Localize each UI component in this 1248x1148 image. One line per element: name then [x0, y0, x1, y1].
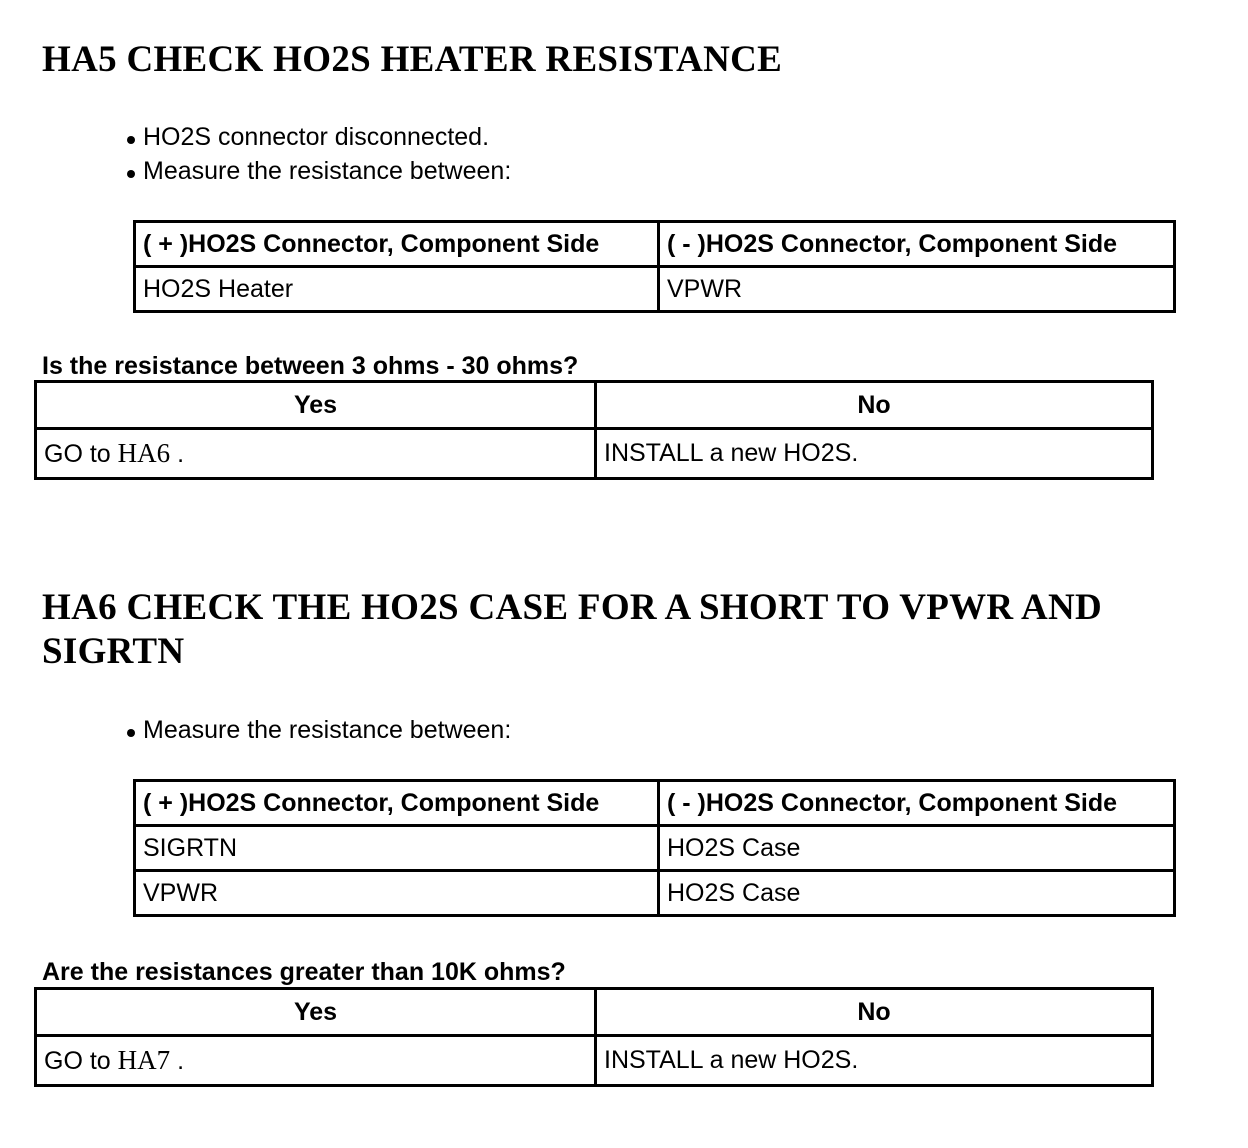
yes-action-prefix: GO to: [44, 1047, 118, 1075]
yes-action: [36, 1036, 596, 1086]
list-item: Measure the resistance between:: [124, 713, 511, 747]
yes-header: Yes: [36, 989, 596, 1036]
no-action: INSTALL a new HO2S.: [596, 429, 1153, 479]
table-cell: SIGRTN: [135, 826, 659, 871]
ha6-result-table: [34, 987, 1154, 1087]
no-header: No: [596, 989, 1153, 1036]
list-item: HO2S connector disconnected.: [124, 120, 511, 154]
table-cell: VPWR: [659, 267, 1175, 312]
column-header: ( - )HO2S Connector, Component Side: [659, 222, 1175, 267]
ha6-bullet-list: [124, 713, 511, 747]
table-header-row: [135, 222, 1175, 267]
table-cell: HO2S Heater: [135, 267, 659, 312]
ha6-connector-table: [133, 779, 1176, 917]
ha6-title-line2: SIGRTN: [42, 631, 185, 672]
table-row: [36, 1036, 1153, 1086]
ha5-result-table: [34, 380, 1154, 480]
ha5-bullet-list: [124, 120, 511, 188]
column-header: ( - )HO2S Connector, Component Side: [659, 781, 1175, 826]
table-row: [135, 826, 1175, 871]
yes-action-prefix: GO to: [44, 440, 118, 468]
list-item: Measure the resistance between:: [124, 154, 511, 188]
goto-step-link[interactable]: HA7: [117, 1045, 171, 1075]
ha6-title-line1: HA6 CHECK THE HO2S CASE FOR A SHORT TO VPWR AND: [42, 587, 1102, 628]
no-header: No: [596, 382, 1153, 429]
ha5-title: HA5 CHECK HO2S HEATER RESISTANCE: [42, 39, 783, 80]
table-cell: HO2S Case: [659, 826, 1175, 871]
no-action: INSTALL a new HO2S.: [596, 1036, 1153, 1086]
ha6-question: Are the resistances greater than 10K ohms?: [42, 958, 566, 986]
ha6-title: [42, 586, 1102, 674]
ha5-question: Is the resistance between 3 ohms - 30 ohms?: [42, 352, 579, 380]
table-row: [135, 871, 1175, 916]
yes-header: Yes: [36, 382, 596, 429]
table-row: [135, 267, 1175, 312]
column-header: ( + )HO2S Connector, Component Side: [135, 222, 659, 267]
column-header: ( + )HO2S Connector, Component Side: [135, 781, 659, 826]
table-cell: VPWR: [135, 871, 659, 916]
yes-action: [36, 429, 596, 479]
table-header-row: [135, 781, 1175, 826]
goto-step-link[interactable]: HA6: [117, 438, 171, 468]
yes-action-suffix: .: [170, 440, 185, 468]
table-cell: HO2S Case: [659, 871, 1175, 916]
yes-action-suffix: .: [170, 1047, 185, 1075]
table-row: [36, 429, 1153, 479]
table-header-row: [36, 989, 1153, 1036]
ha5-connector-table: [133, 220, 1176, 313]
table-header-row: [36, 382, 1153, 429]
